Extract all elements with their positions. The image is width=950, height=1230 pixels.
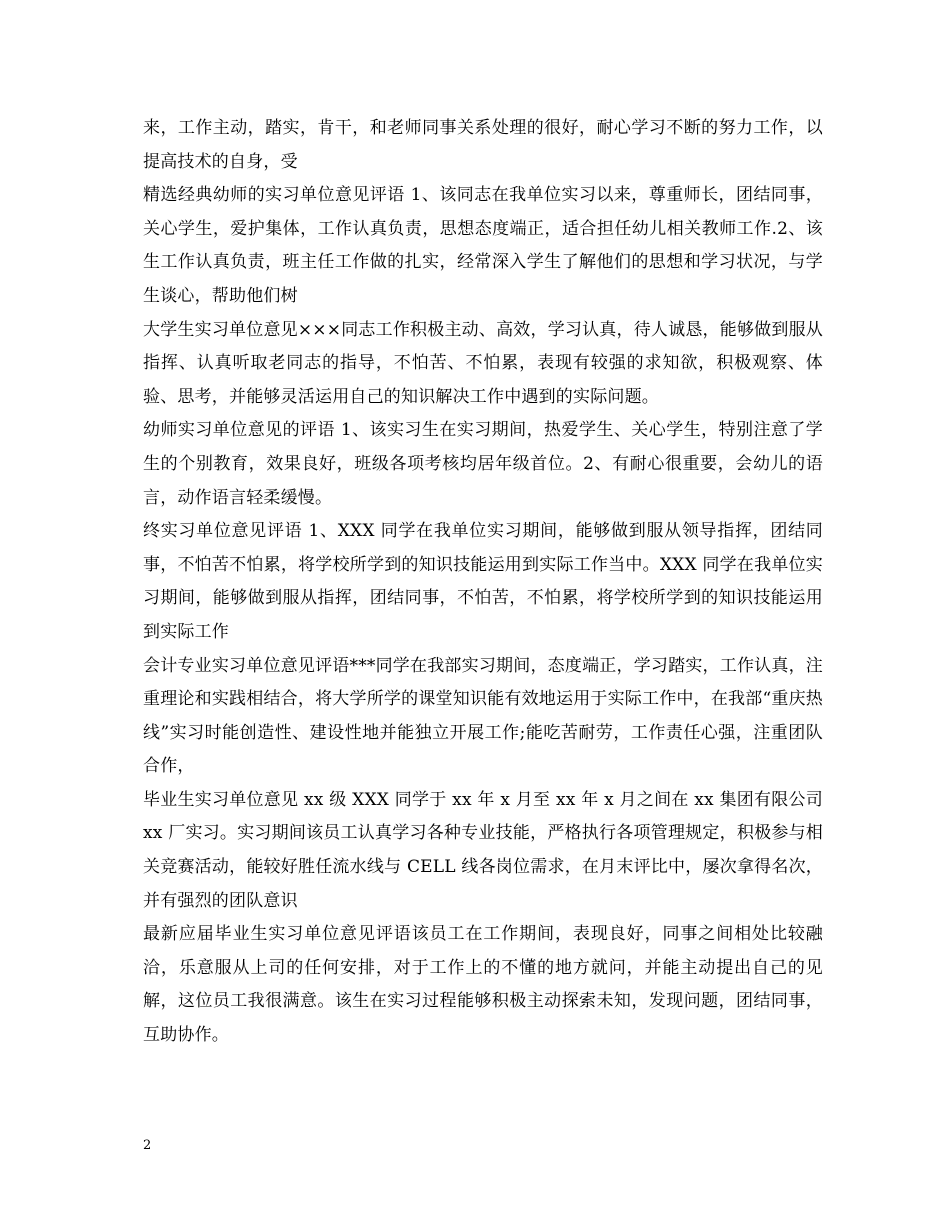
paragraph-5: 终实习单位意见评语 1、XXX 同学在我单位实习期间，能够做到服从领导指挥，团结同事，不怕苦不怕累，将学校所学到的知识技能运用到实际工作当中。XXX 同学在我单位实习期间，能够做到服从指挥，团结同事，不怕苦，不怕累，将学校所学到的知识技能运用到实际工作 xyxy=(143,521,823,642)
paragraph-3: 大学生实习单位意见×××同志工作积极主动、高效，学习认真，待人诚恳，能够做到服从指挥、认真听取老同志的指导，不怕苦、不怕累，表现有较强的求知欲，积极观察、体验、思考，并能够灵活运用自己的知识解决工作中遇到的实际问题。 xyxy=(143,319,823,407)
paragraph-1: 来，工作主动，踏实，肯干，和老师同事关系处理的很好，耐心学习不断的努力工作，以提高技术的自身，受 xyxy=(143,118,823,172)
paragraph-7: 毕业生实习单位意见 xx 级 XXX 同学于 xx 年 x 月至 xx 年 x 月之间在 xx 集团有限公司 xx 厂实习。实习期间该员工认真学习各种专业技能，严格执行各项管理规定，积极参与相关竞赛活动，能较好胜任流水线与 CELL 线各岗位需求，在月末评比中，屡次拿得名次，并有强烈的团队意识 xyxy=(143,789,823,911)
document-body xyxy=(143,112,823,1053)
paragraph-8: 最新应届毕业生实习单位意见评语该员工在工作期间，表现良好，同事之间相处比较融洽，乐意服从上司的任何安排，对于工作上的不懂的地方就问，并能主动提出自己的见解，这位员工我很满意。该生在实习过程能够积极主动探索未知，发现问题，团结同事，互助协作。 xyxy=(143,924,823,1046)
paragraph-2: 精选经典幼师的实习单位意见评语 1、该同志在我单位实习以来，尊重师长，团结同事，关心学生，爱护集体，工作认真负责，思想态度端正，适合担任幼儿相关教师工作.2、该生工作认真负责，班主任工作做的扎实，经常深入学生了解他们的思想和学习状况，与学生谈心，帮助他们树 xyxy=(143,185,823,306)
page-number: 2 xyxy=(143,1138,152,1153)
paragraph-4: 幼师实习单位意见的评语 1、该实习生在实习期间，热爱学生、关心学生，特别注意了学生的个别教育，效果良好，班级各项考核均居年级首位。2、有耐心很重要，会幼儿的语言，动作语言轻柔缓慢。 xyxy=(143,420,823,508)
paragraph-6: 会计专业实习单位意见评语***同学在我部实习期间，态度端正，学习踏实，工作认真，注重理论和实践相结合，将大学所学的课堂知识能有效地运用于实际工作中，在我部“重庆热线”实习时能创造性、建设性地并能独立开展工作;能吃苦耐劳，工作责任心强，注重团队合作， xyxy=(143,655,823,777)
